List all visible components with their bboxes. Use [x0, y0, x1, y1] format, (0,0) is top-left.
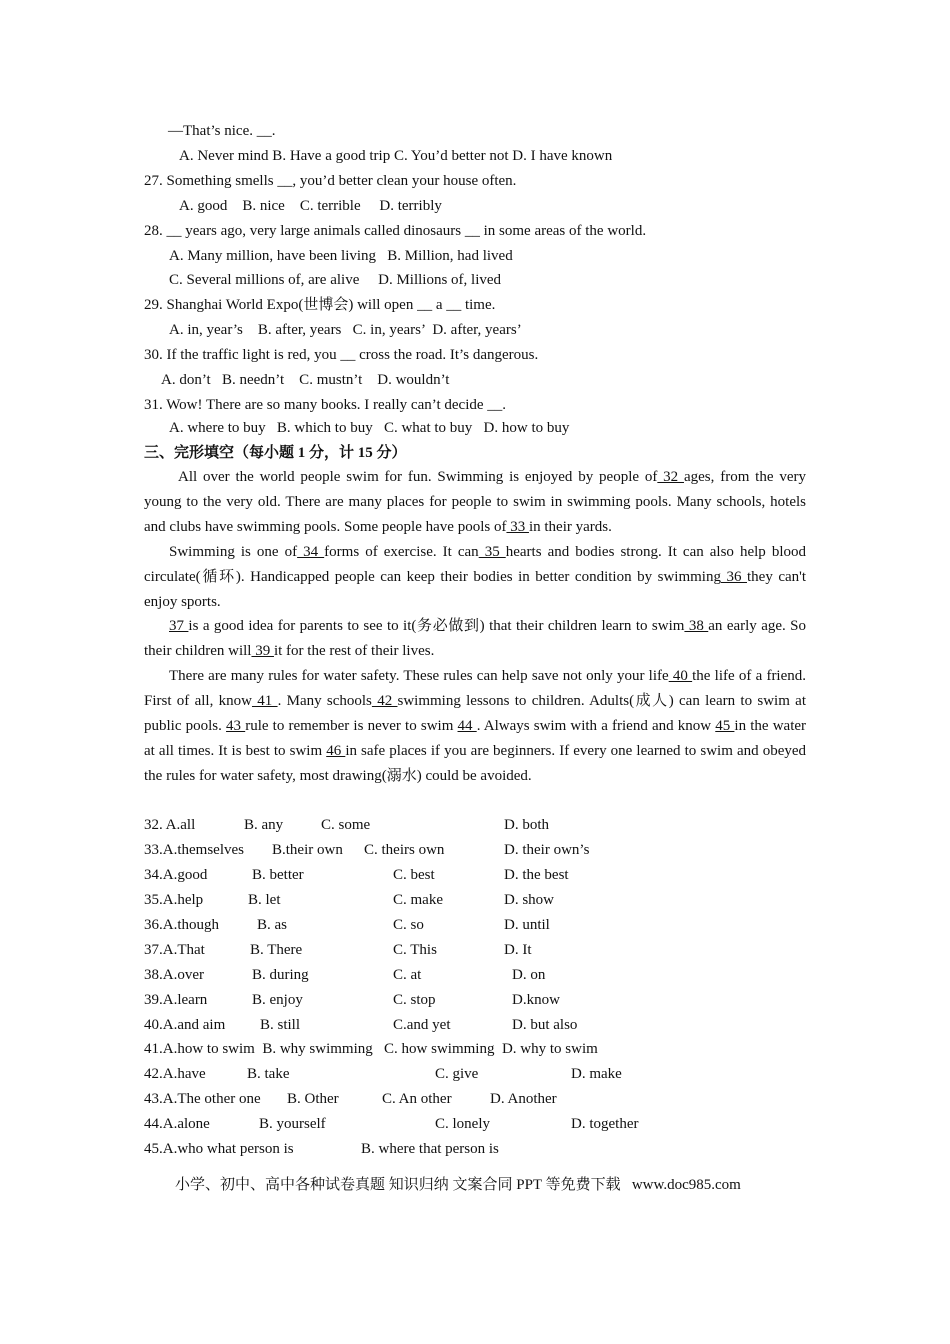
option-36-b: B. as: [257, 917, 287, 933]
option-32-d: D. both: [504, 817, 549, 833]
blank-45: 45: [715, 718, 735, 735]
option-34-b: B. better: [252, 867, 304, 883]
option-33-b: B.their own: [272, 842, 343, 858]
option-34-d: D. the best: [504, 867, 569, 883]
option-39-b: B. enjoy: [252, 992, 303, 1008]
q31-options: A. where to buy B. which to buy C. what to buy D. how to buy: [169, 420, 570, 436]
option-40-b: B. still: [260, 1017, 301, 1033]
option-row-39: 39.A.learn: [144, 992, 208, 1008]
option-36-d: D. until: [504, 917, 550, 933]
blank-42: 42: [371, 693, 398, 710]
blank-36: 36: [720, 568, 747, 585]
q31-question: 31. Wow! There are so many books. I really can’t decide __.: [144, 397, 507, 413]
option-43-b: B. Other: [287, 1091, 339, 1107]
blank-44: 44: [457, 718, 477, 735]
option-37-c: C. This: [393, 942, 437, 958]
option-42-b: B. take: [247, 1066, 290, 1082]
option-35-d: D. show: [504, 892, 555, 908]
option-43-d: D. Another: [490, 1091, 557, 1107]
option-32-c: C. some: [321, 817, 371, 833]
blank-34: 34: [297, 543, 325, 560]
option-35-b: B. let: [248, 892, 281, 908]
q28-question: 28. __ years ago, very large animals called dinosaurs __ in some areas of the world.: [144, 223, 647, 239]
passage-paragraph-2: Swimming is one of 34 forms of exercise. It can 35 hearts and bodies strong. It can also help blood circulate(循环). Handicapped people can keep their bodies in better condition by swimming 36 they can't enjoy sports.: [144, 543, 807, 610]
option-43-c: C. An other: [382, 1091, 452, 1107]
q26-response: —That’s nice. __.: [168, 123, 276, 139]
blank-40: 40: [668, 668, 693, 685]
option-row-44: 44.A.alone: [144, 1116, 210, 1132]
option-row-41: 41.A.how to swim B. why swimming C. how swimming D. why to swim: [144, 1041, 598, 1057]
passage-paragraph-1: All over the world people swim for fun. Swimming is enjoyed by people of 32 ages, from the very young to the very old. There are many places for people to swim in swimming pools. Many schools, hotels and clubs have swimming pools. Some people have pools of 33 in their yards.: [144, 469, 806, 535]
q27-options: A. good B. nice C. terrible D. terribly: [179, 198, 442, 214]
q27-question: 27. Something smells __, you’d better clean your house often.: [144, 173, 517, 189]
q30-options: A. don’t B. needn’t C. mustn’t D. wouldn’t: [161, 372, 450, 388]
option-44-b: B. yourself: [259, 1116, 326, 1132]
option-38-d: D. on: [512, 967, 546, 983]
option-39-d: D.know: [512, 992, 560, 1008]
blank-35: 35: [478, 543, 506, 560]
blank-43: 43: [226, 718, 246, 735]
option-44-c: C. lonely: [435, 1116, 490, 1132]
blank-37: 37: [169, 618, 189, 635]
option-42-d: D. make: [571, 1066, 622, 1082]
blank-38: 38: [684, 618, 709, 635]
option-row-38: 38.A.over: [144, 967, 204, 983]
page-footer: 小学、初中、高中各种试卷真题 知识归纳 文案合同 PPT 等免费下载 www.doc985.com: [175, 1177, 741, 1193]
q28-options-1: A. Many million, have been living B. Million, had lived: [169, 248, 513, 264]
option-row-37: 37.A.That: [144, 942, 205, 958]
option-35-c: C. make: [393, 892, 443, 908]
passage-paragraph-4: There are many rules for water safety. These rules can help save not only your life 40 the life of a friend. First of all, know 41 . Many schools 42 swimming lessons to children. Adults(成人) can learn to swim at public pools. 43 rule to remember is never to swim 44 . Always swim with a friend and know 45 in the water at all times. It is best to swim 46 in safe places if you are beginners. If every one learned to swim and obeyed the rules for water safety, most drawing(溺水) could be avoided.: [144, 668, 807, 784]
cloze-passage: [144, 465, 806, 789]
option-33-c: C. theirs own: [364, 842, 445, 858]
option-row-36: 36.A.though: [144, 917, 219, 933]
q26-options: A. Never mind B. Have a good trip C. You’d better not D. I have known: [179, 148, 613, 164]
option-row-42: 42.A.have: [144, 1066, 206, 1082]
q30-question: 30. If the traffic light is red, you __ cross the road. It’s dangerous.: [144, 347, 539, 363]
option-37-d: D. It: [504, 942, 532, 958]
option-40-c: C.and yet: [393, 1017, 451, 1033]
option-38-c: C. at: [393, 967, 422, 983]
option-33-d: D. their own’s: [504, 842, 590, 858]
option-39-c: C. stop: [393, 992, 436, 1008]
blank-32: 32: [657, 469, 684, 485]
option-37-b: B. There: [250, 942, 303, 958]
section-heading: 三、完形填空（每小题 1 分，计 15 分）: [144, 445, 407, 461]
blank-33: 33: [506, 518, 529, 535]
option-32-b: B. any: [244, 817, 284, 833]
option-row-43: 43.A.The other one: [144, 1091, 261, 1107]
option-row-45: 45.A.who what person is: [144, 1141, 294, 1157]
option-row-32: 32. A.all: [144, 817, 196, 833]
option-40-d: D. but also: [512, 1017, 578, 1033]
q29-options: A. in, year’s B. after, years C. in, years’ D. after, years’: [169, 322, 522, 338]
option-38-b: B. during: [252, 967, 309, 983]
option-44-d: D. together: [571, 1116, 639, 1132]
option-row-35: 35.A.help: [144, 892, 204, 908]
blank-46: 46: [326, 742, 346, 759]
option-42-c: C. give: [435, 1066, 479, 1082]
option-45-b: B. where that person is: [361, 1141, 499, 1157]
blank-39: 39: [251, 643, 274, 660]
blank-41: 41: [251, 693, 278, 710]
option-row-33: 33.A.themselves: [144, 842, 244, 858]
passage-paragraph-3: 37 is a good idea for parents to see to it(务必做到) that their children learn to swim 38 an early age. So their children will 39 it for the rest of their lives.: [144, 618, 807, 660]
option-row-34: 34.A.good: [144, 867, 208, 883]
q28-options-2: C. Several millions of, are alive D. Millions of, lived: [169, 272, 502, 288]
option-34-c: C. best: [393, 867, 435, 883]
option-36-c: C. so: [393, 917, 424, 933]
option-row-40: 40.A.and aim: [144, 1017, 226, 1033]
q29-question: 29. Shanghai World Expo(世博会) will open __ a __ time.: [144, 297, 496, 313]
